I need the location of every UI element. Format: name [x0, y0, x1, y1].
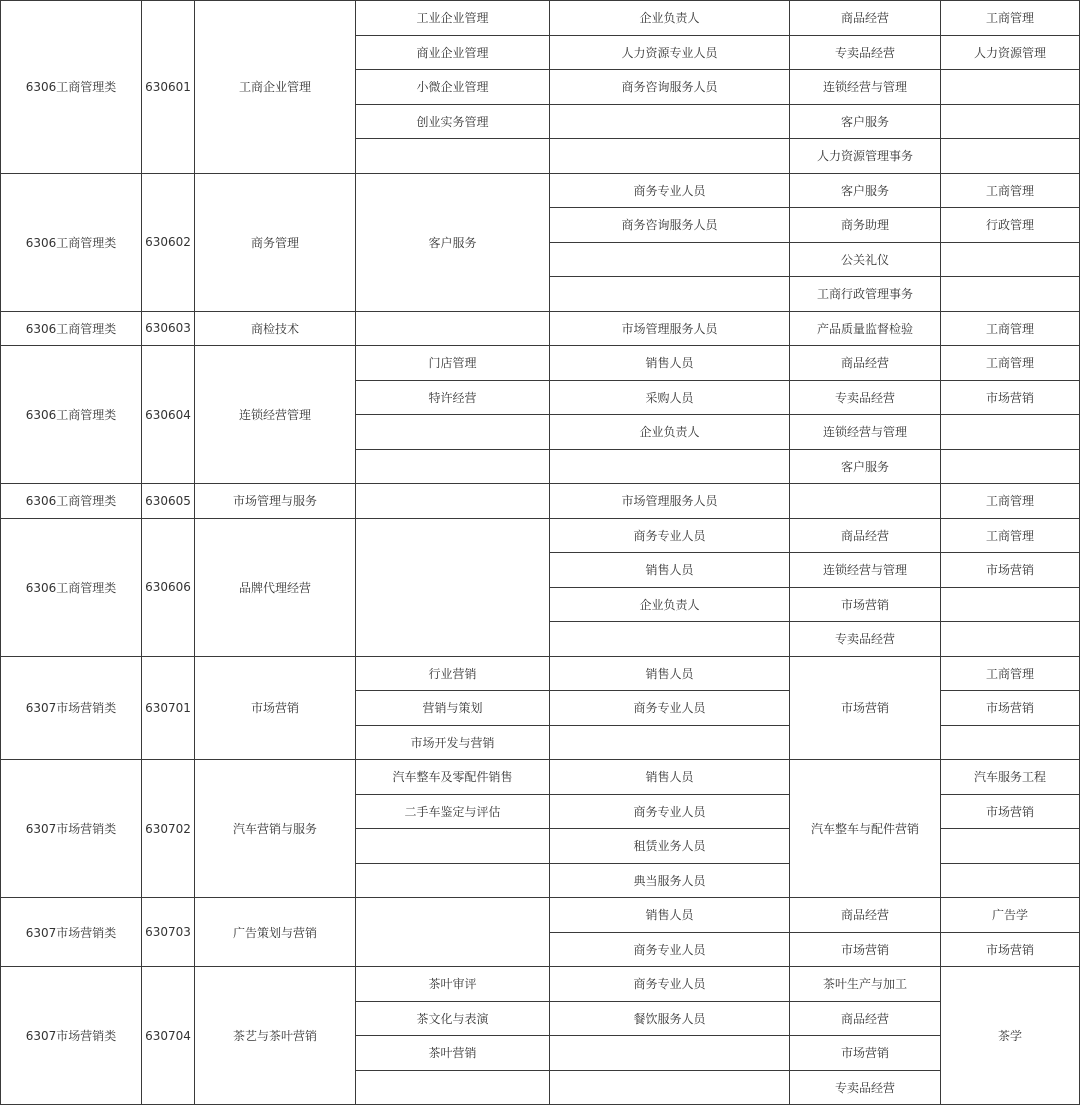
category-cell: 6306工商管理类	[1, 1, 142, 174]
certificate-cell: 商品经营	[790, 1001, 941, 1036]
occupation-cell: 商务专业人员	[550, 967, 790, 1002]
major-name-cell: 市场管理与服务	[195, 484, 356, 519]
certificate-cell	[790, 484, 941, 519]
occupation-cell: 人力资源专业人员	[550, 35, 790, 70]
certificate-cell: 客户服务	[790, 449, 941, 484]
continuing-study-cell	[941, 829, 1080, 864]
certificate-cell: 市场营销	[790, 656, 941, 760]
occupation-cell: 租赁业务人员	[550, 829, 790, 864]
occupation-cell: 销售人员	[550, 346, 790, 381]
direction-cell: 行业营销	[356, 656, 550, 691]
direction-cell: 营销与策划	[356, 691, 550, 726]
table-row	[1, 656, 1080, 691]
table-row	[1, 898, 1080, 933]
certificate-cell: 专卖品经营	[790, 622, 941, 657]
direction-cell	[356, 898, 550, 967]
major-code-cell: 630602	[142, 173, 195, 311]
category-cell: 6306工商管理类	[1, 518, 142, 656]
direction-cell	[356, 863, 550, 898]
table-body	[1, 1, 1080, 1105]
occupation-cell: 销售人员	[550, 656, 790, 691]
major-name-cell: 广告策划与营销	[195, 898, 356, 967]
certificate-cell: 连锁经营与管理	[790, 415, 941, 450]
table-row	[1, 967, 1080, 1002]
occupation-cell	[550, 622, 790, 657]
certificate-cell: 连锁经营与管理	[790, 553, 941, 588]
continuing-study-cell: 市场营销	[941, 553, 1080, 588]
certificate-cell: 专卖品经营	[790, 35, 941, 70]
direction-cell	[356, 518, 550, 656]
continuing-study-cell	[941, 277, 1080, 312]
direction-cell: 创业实务管理	[356, 104, 550, 139]
certificate-cell: 市场营销	[790, 587, 941, 622]
direction-cell: 小微企业管理	[356, 70, 550, 105]
category-cell: 6307市场营销类	[1, 898, 142, 967]
direction-cell: 客户服务	[356, 173, 550, 311]
direction-cell: 茶叶审评	[356, 967, 550, 1002]
continuing-study-cell	[941, 139, 1080, 174]
certificate-cell: 茶叶生产与加工	[790, 967, 941, 1002]
major-code-cell: 630703	[142, 898, 195, 967]
category-cell: 6306工商管理类	[1, 311, 142, 346]
direction-cell: 特许经营	[356, 380, 550, 415]
direction-cell	[356, 829, 550, 864]
major-code-cell: 630606	[142, 518, 195, 656]
occupation-cell: 企业负责人	[550, 415, 790, 450]
occupation-cell	[550, 1036, 790, 1071]
certificate-cell: 公关礼仪	[790, 242, 941, 277]
certificate-cell: 商品经营	[790, 346, 941, 381]
continuing-study-cell: 市场营销	[941, 794, 1080, 829]
occupation-cell: 企业负责人	[550, 587, 790, 622]
occupation-cell: 企业负责人	[550, 1, 790, 36]
certificate-cell: 客户服务	[790, 173, 941, 208]
certificate-cell: 商品经营	[790, 518, 941, 553]
certificate-cell: 工商行政管理事务	[790, 277, 941, 312]
continuing-study-cell	[941, 863, 1080, 898]
direction-cell	[356, 139, 550, 174]
major-code-cell: 630702	[142, 760, 195, 898]
certificate-cell: 商品经营	[790, 1, 941, 36]
continuing-study-cell	[941, 449, 1080, 484]
occupation-cell: 商务咨询服务人员	[550, 208, 790, 243]
occupation-cell: 商务咨询服务人员	[550, 70, 790, 105]
certificate-cell: 客户服务	[790, 104, 941, 139]
continuing-study-cell: 市场营销	[941, 691, 1080, 726]
major-code-cell: 630601	[142, 1, 195, 174]
occupation-cell: 商务专业人员	[550, 518, 790, 553]
category-cell: 6307市场营销类	[1, 967, 142, 1105]
continuing-study-cell: 市场营销	[941, 380, 1080, 415]
direction-cell: 二手车鉴定与评估	[356, 794, 550, 829]
occupation-cell: 商务专业人员	[550, 173, 790, 208]
continuing-study-cell	[941, 587, 1080, 622]
occupation-cell: 销售人员	[550, 898, 790, 933]
continuing-study-cell	[941, 104, 1080, 139]
continuing-study-cell: 工商管理	[941, 346, 1080, 381]
continuing-study-cell	[941, 622, 1080, 657]
continuing-study-cell	[941, 70, 1080, 105]
certificate-cell: 市场营销	[790, 1036, 941, 1071]
direction-cell: 门店管理	[356, 346, 550, 381]
direction-cell	[356, 311, 550, 346]
certificate-cell: 产品质量监督检验	[790, 311, 941, 346]
major-name-cell: 茶艺与茶叶营销	[195, 967, 356, 1105]
major-name-cell: 商务管理	[195, 173, 356, 311]
occupation-cell: 商务专业人员	[550, 932, 790, 967]
occupation-cell: 典当服务人员	[550, 863, 790, 898]
certificate-cell: 专卖品经营	[790, 1070, 941, 1105]
continuing-study-cell: 广告学	[941, 898, 1080, 933]
category-cell: 6306工商管理类	[1, 484, 142, 519]
occupation-cell: 销售人员	[550, 553, 790, 588]
category-cell: 6307市场营销类	[1, 760, 142, 898]
occupation-cell: 市场管理服务人员	[550, 484, 790, 519]
direction-cell	[356, 1070, 550, 1105]
occupation-cell: 餐饮服务人员	[550, 1001, 790, 1036]
major-name-cell: 汽车营销与服务	[195, 760, 356, 898]
direction-cell: 市场开发与营销	[356, 725, 550, 760]
major-code-cell: 630704	[142, 967, 195, 1105]
continuing-study-cell: 工商管理	[941, 1, 1080, 36]
certificate-cell: 人力资源管理事务	[790, 139, 941, 174]
major-name-cell: 市场营销	[195, 656, 356, 760]
continuing-study-cell: 工商管理	[941, 173, 1080, 208]
occupation-cell	[550, 725, 790, 760]
table-row	[1, 518, 1080, 553]
occupation-cell	[550, 139, 790, 174]
certificate-cell: 市场营销	[790, 932, 941, 967]
continuing-study-cell: 工商管理	[941, 518, 1080, 553]
category-cell: 6307市场营销类	[1, 656, 142, 760]
table-row	[1, 1, 1080, 36]
category-cell: 6306工商管理类	[1, 173, 142, 311]
major-name-cell: 品牌代理经营	[195, 518, 356, 656]
continuing-study-cell: 汽车服务工程	[941, 760, 1080, 795]
major-code-cell: 630604	[142, 346, 195, 484]
occupation-cell	[550, 1070, 790, 1105]
category-cell: 6306工商管理类	[1, 346, 142, 484]
direction-cell: 茶文化与表演	[356, 1001, 550, 1036]
occupation-cell: 销售人员	[550, 760, 790, 795]
direction-cell	[356, 415, 550, 450]
continuing-study-cell: 人力资源管理	[941, 35, 1080, 70]
occupation-cell: 商务专业人员	[550, 691, 790, 726]
major-code-cell: 630701	[142, 656, 195, 760]
occupation-cell: 商务专业人员	[550, 794, 790, 829]
certificate-cell: 专卖品经营	[790, 380, 941, 415]
continuing-study-cell: 工商管理	[941, 656, 1080, 691]
continuing-study-cell: 工商管理	[941, 311, 1080, 346]
table-row	[1, 346, 1080, 381]
major-code-cell: 630605	[142, 484, 195, 519]
continuing-study-cell	[941, 415, 1080, 450]
table-row	[1, 173, 1080, 208]
direction-cell: 工业企业管理	[356, 1, 550, 36]
table-row	[1, 311, 1080, 346]
major-name-cell: 工商企业管理	[195, 1, 356, 174]
major-name-cell: 商检技术	[195, 311, 356, 346]
direction-cell	[356, 449, 550, 484]
continuing-study-cell: 行政管理	[941, 208, 1080, 243]
continuing-study-cell: 市场营销	[941, 932, 1080, 967]
occupation-cell: 市场管理服务人员	[550, 311, 790, 346]
occupation-cell	[550, 104, 790, 139]
continuing-study-cell: 工商管理	[941, 484, 1080, 519]
certificate-cell: 商品经营	[790, 898, 941, 933]
direction-cell: 茶叶营销	[356, 1036, 550, 1071]
certificate-cell: 连锁经营与管理	[790, 70, 941, 105]
direction-cell: 汽车整车及零配件销售	[356, 760, 550, 795]
major-name-cell: 连锁经营管理	[195, 346, 356, 484]
occupation-cell	[550, 242, 790, 277]
occupation-cell	[550, 277, 790, 312]
continuing-study-cell	[941, 725, 1080, 760]
major-code-cell: 630603	[142, 311, 195, 346]
occupation-cell: 采购人员	[550, 380, 790, 415]
continuing-study-cell: 茶学	[941, 967, 1080, 1105]
continuing-study-cell	[941, 242, 1080, 277]
table-row	[1, 484, 1080, 519]
certificate-cell: 汽车整车与配件营销	[790, 760, 941, 898]
certificate-cell: 商务助理	[790, 208, 941, 243]
table-row	[1, 760, 1080, 795]
direction-cell	[356, 484, 550, 519]
direction-cell: 商业企业管理	[356, 35, 550, 70]
occupation-cell	[550, 449, 790, 484]
